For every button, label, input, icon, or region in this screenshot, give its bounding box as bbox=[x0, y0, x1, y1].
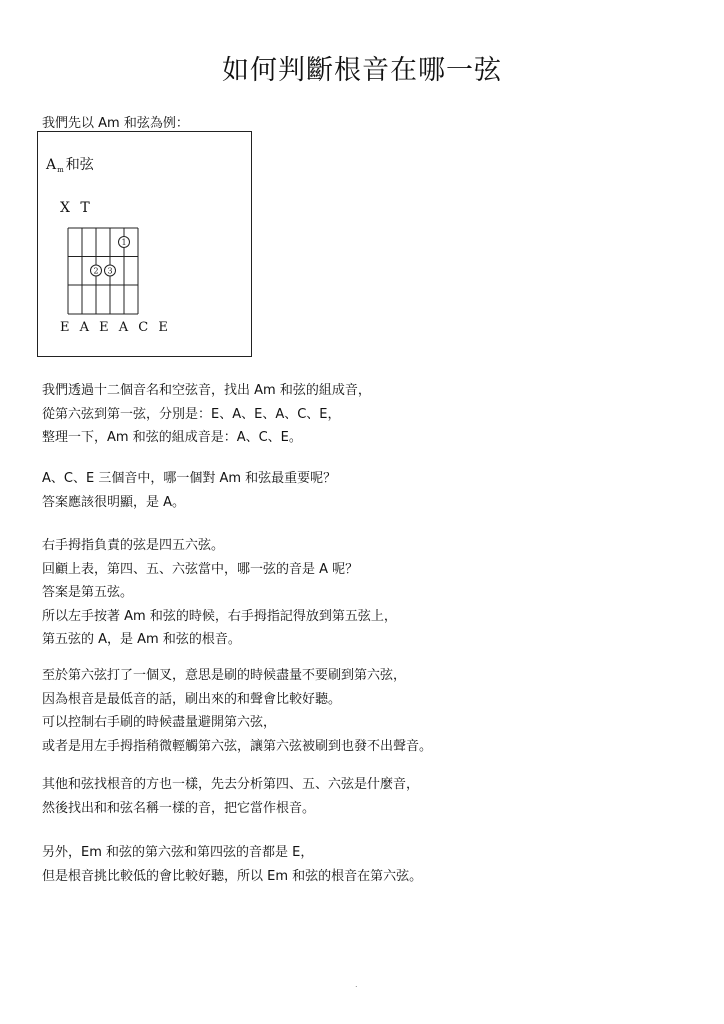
finger-1-label: 1 bbox=[121, 238, 127, 247]
paragraph-right-thumb bbox=[42, 534, 397, 652]
string-marks: X T bbox=[60, 200, 93, 216]
text-line: 答案是第五弦。 bbox=[42, 585, 134, 600]
text-line: 右手拇指負責的弦是四五六弦。 bbox=[42, 538, 225, 553]
text-line: 或者是用左手拇指稍微輕觸第六弦，讓第六弦被刷到也發不出聲音。 bbox=[42, 738, 433, 754]
text-line: A、C、E 三個音中，哪一個對 Am 和弦最重要呢？ bbox=[42, 471, 337, 486]
text-line: 回顧上表，第四、五、六弦當中，哪一弦的音是 A 呢？ bbox=[42, 561, 359, 577]
text-line: 整理一下，Am 和弦的組成音是：A、C、E。 bbox=[42, 430, 302, 445]
text-line: 至於第六弦打了一個叉，意思是刷的時候盡量不要刷到第六弦， bbox=[42, 668, 407, 683]
text-line: 答案應該很明顯，是 A。 bbox=[42, 494, 186, 510]
fretboard-diagram bbox=[66, 227, 146, 315]
page-title: 如何判斷根音在哪一弦 bbox=[222, 55, 502, 86]
open-string-notes: E A E A C E bbox=[60, 320, 171, 335]
text-line: 但是根音挑比較低的會比較好聽，所以 Em 和弦的根音在第六弦。 bbox=[42, 868, 423, 884]
text-line: 因為根音是最低音的話，刷出來的和聲會比較好聽。 bbox=[42, 691, 342, 707]
finger-3-label: 3 bbox=[107, 266, 113, 276]
chord-diagram-box bbox=[37, 131, 252, 357]
chord-name bbox=[46, 154, 94, 174]
text-line: 我們透過十二個音名和空弦音，找出 Am 和弦的組成音， bbox=[42, 383, 371, 398]
paragraph-em-chord bbox=[42, 841, 422, 888]
finger-2-label: 2 bbox=[93, 266, 99, 276]
chord-name-suffix: 和弦 bbox=[65, 157, 94, 173]
text-line: 其他和弦找根音的方也一樣，先去分析第四、五、六弦是什麼音， bbox=[42, 777, 420, 792]
page-footer-mark: . bbox=[355, 980, 358, 989]
chord-name-root: A bbox=[46, 157, 57, 173]
paragraph-other-chords bbox=[42, 773, 419, 820]
text-line: 所以左手按著 Am 和弦的時候，右手拇指記得放到第五弦上， bbox=[42, 608, 397, 624]
text-line: 可以控制右手刷的時候盡量避開第六弦， bbox=[42, 715, 277, 730]
paragraph-sixth-string bbox=[42, 664, 432, 758]
intro-text: 我們先以 Am 和弦為例： bbox=[42, 116, 189, 131]
paragraph-chord-tones bbox=[42, 379, 371, 450]
text-line: 然後找出和和弦名稱一樣的音，把它當作根音。 bbox=[42, 800, 316, 816]
text-line: 第五弦的 A，是 Am 和弦的根音。 bbox=[42, 632, 241, 647]
paragraph-most-important bbox=[42, 467, 336, 514]
chord-name-minor: m bbox=[57, 166, 64, 174]
text-line: 從第六弦到第一弦，分別是：E、A、E、A、C、E， bbox=[42, 406, 341, 422]
text-line: 另外，Em 和弦的第六弦和第四弦的音都是 E， bbox=[42, 845, 314, 860]
